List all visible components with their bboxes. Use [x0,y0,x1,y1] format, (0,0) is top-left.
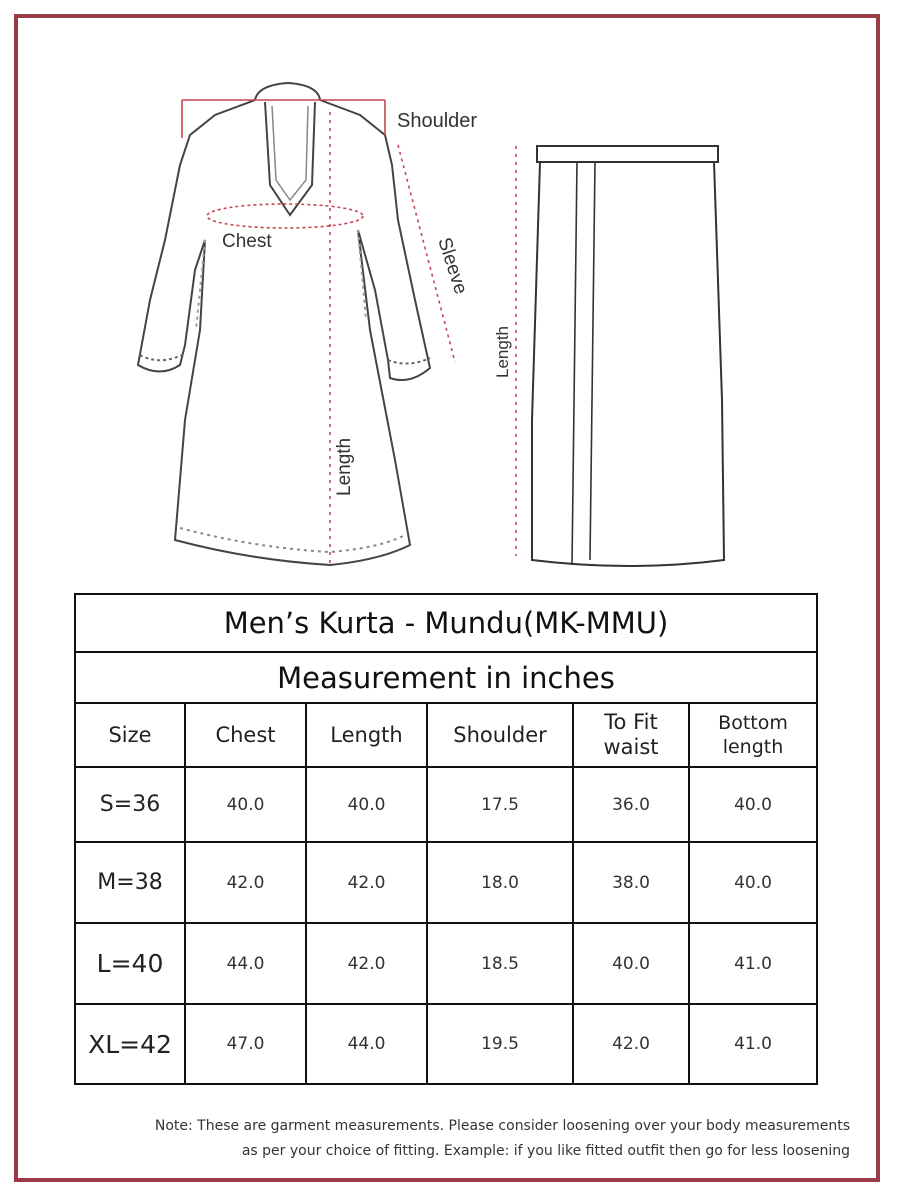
shoulder-cell: 17.5 [427,767,573,842]
table-row [75,1004,817,1084]
table-title: Men’s Kurta - Mundu(MK-MMU) [75,594,817,652]
mundu-illustration [532,146,724,566]
note-line-2: as per your choice of fitting. Example: if you like fitted outfit then go for less loosening [241,1143,850,1159]
chest-cell: 44.0 [185,923,306,1004]
chest-cell: 42.0 [185,842,306,923]
fitting-note [30,1114,850,1164]
size-cell: S=36 [75,767,185,842]
table-row [75,767,817,842]
size-cell: L=40 [75,923,185,1004]
length-cell: 44.0 [306,1004,427,1084]
shoulder-cell: 18.5 [427,923,573,1004]
bottom-length-cell: 41.0 [689,923,817,1004]
size-chart-table [74,593,818,1085]
garment-diagram [0,0,900,590]
length-cell: 40.0 [306,767,427,842]
note-line-1: Note: These are garment measurements. Please consider loosening over your body measurements [154,1118,850,1134]
header-to-fit-waist: To Fit waist [573,703,689,767]
chest-cell: 40.0 [185,767,306,842]
shoulder-cell: 18.0 [427,842,573,923]
table-row [75,842,817,923]
shoulder-label: Shoulder [397,110,478,132]
size-cell: M=38 [75,842,185,923]
waist-cell: 36.0 [573,767,689,842]
kurta-measurement-guides [182,100,455,565]
chest-cell: 47.0 [185,1004,306,1084]
kurta-length-label: Length [334,437,355,496]
mundu-length-label: Length [493,326,512,378]
waist-cell: 40.0 [573,923,689,1004]
kurta-illustration [138,83,430,565]
bottom-length-cell: 40.0 [689,842,817,923]
bottom-length-cell: 40.0 [689,767,817,842]
bottom-length-cell: 41.0 [689,1004,817,1084]
waist-cell: 38.0 [573,842,689,923]
header-shoulder: Shoulder [427,703,573,767]
header-length: Length [306,703,427,767]
waist-cell: 42.0 [573,1004,689,1084]
header-bottom-length: Bottom length [689,703,817,767]
size-cell: XL=42 [75,1004,185,1084]
table-subtitle: Measurement in inches [75,652,817,703]
sleeve-label: Sleeve [433,235,472,297]
shoulder-cell: 19.5 [427,1004,573,1084]
header-chest: Chest [185,703,306,767]
length-cell: 42.0 [306,923,427,1004]
length-cell: 42.0 [306,842,427,923]
header-size: Size [75,703,185,767]
chest-label: Chest [222,231,272,252]
table-row [75,923,817,1004]
